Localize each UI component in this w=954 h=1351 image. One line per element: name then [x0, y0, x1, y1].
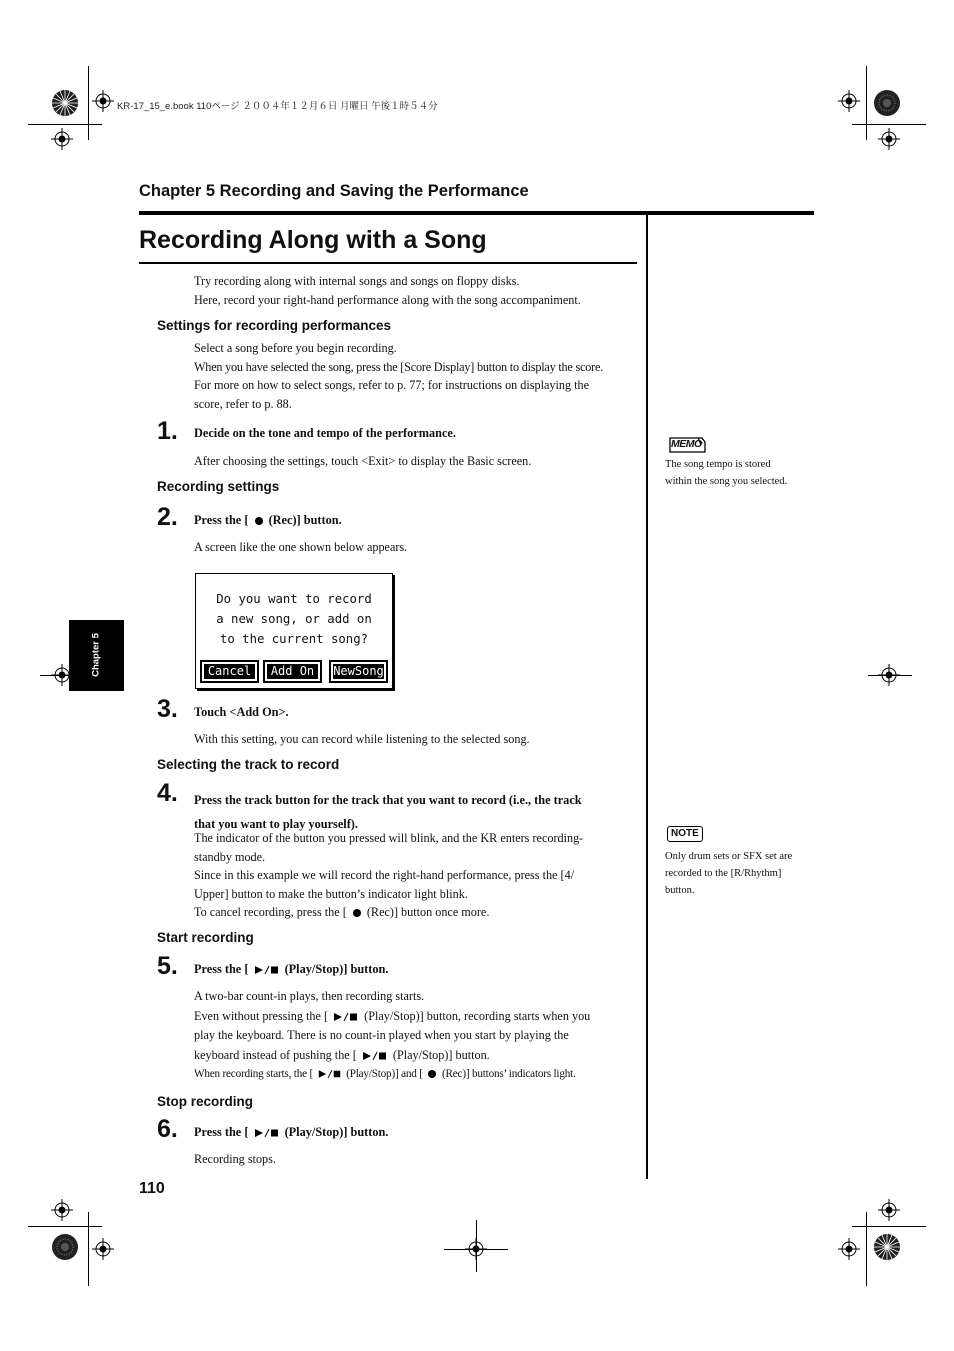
intro-text	[194, 272, 624, 309]
step-5-desc4-after: (Play/Stop)] button.	[392, 1047, 490, 1062]
intro-line: Try recording along with internal songs and songs on floppy disks.	[194, 274, 520, 288]
lcd-line: to the current song?	[219, 632, 369, 646]
step-5-text	[194, 962, 388, 977]
step-5-desc5-a: When recording starts, the [	[194, 1068, 313, 1080]
step-4-desc-line: Since in this example we will record the right-hand performance, press the [4/	[194, 868, 575, 882]
track-heading: Selecting the track to record	[157, 757, 340, 772]
settings-heading: Settings for recording performances	[157, 318, 392, 333]
step-6-text-after: (Play/Stop)] button.	[284, 1125, 389, 1139]
step-4-desc-line: Upper] button to make the button’s indicator light blink.	[194, 886, 468, 901]
play-stop-icon	[360, 1050, 390, 1062]
step-5-text-before: Press the [	[194, 962, 249, 976]
step-6-text	[194, 1125, 388, 1140]
step-5-desc-line	[194, 1065, 624, 1085]
note-badge: NOTE	[667, 826, 703, 842]
settings-line: For more on how to select songs, refer to p. 77; for instructions on displaying the	[194, 378, 590, 392]
memo-label: MEMO	[671, 438, 702, 450]
step-2-text-before: Press the [	[194, 513, 249, 527]
page-number: 110	[139, 1180, 165, 1197]
play-stop-icon	[316, 1068, 344, 1080]
step-2-number: 2.	[157, 503, 178, 531]
start-heading: Start recording	[157, 930, 254, 945]
registration-mark-icon	[465, 1238, 487, 1260]
page-title: Recording Along with a Song	[139, 226, 487, 254]
step-5-desc-line	[194, 1007, 624, 1027]
registration-mark-icon	[878, 1199, 900, 1221]
play-stop-icon	[252, 1127, 282, 1139]
lcd-message	[196, 589, 392, 649]
add-on-button-label: Add On	[266, 663, 319, 680]
column-divider	[646, 215, 648, 1179]
play-stop-icon	[331, 1011, 361, 1023]
chapter-tab	[69, 620, 124, 691]
memo-line: within the song you selected.	[665, 476, 788, 487]
registration-mark-icon	[92, 90, 114, 112]
step-5-number: 5.	[157, 952, 178, 980]
step-4-number: 4.	[157, 779, 178, 807]
stop-heading: Stop recording	[157, 1094, 254, 1109]
color-target-icon	[873, 1233, 901, 1261]
step-4-cancel-before: To cancel recording, press the [	[194, 905, 347, 919]
step-4-line: that you want to play yourself).	[194, 817, 358, 831]
step-3-number: 3.	[157, 695, 178, 723]
step-5-desc-line: play the keyboard. There is no count-in played when you start by playing the	[194, 1028, 569, 1042]
step-3-desc: With this setting, you can record while listening to the selected song.	[194, 732, 530, 746]
step-4-cancel-line	[194, 903, 624, 922]
step-2-text-after: (Rec)] button.	[268, 513, 342, 527]
new-song-button-label: NewSong	[333, 664, 384, 678]
note-line: Only drum sets or SFX set are	[665, 851, 793, 862]
registration-mark-icon	[878, 664, 900, 686]
registration-mark-icon	[878, 128, 900, 150]
step-5-desc4-before: keyboard instead of pushing the [	[194, 1047, 357, 1062]
registration-mark-icon	[838, 1238, 860, 1260]
step-4-cancel-after: (Rec)] button once more.	[366, 905, 490, 919]
registration-mark-icon	[92, 1238, 114, 1260]
step-4-desc-line: standby mode.	[194, 849, 266, 864]
registration-mark-icon	[51, 128, 73, 150]
step-4-line: Press the track button for the track that you want to record (i.e., the track	[194, 793, 582, 807]
settings-line: score, refer to p. 88.	[194, 396, 292, 411]
registration-mark-icon	[838, 90, 860, 112]
step-1-number: 1.	[157, 417, 178, 445]
title-rule	[139, 262, 637, 264]
note-text	[665, 848, 815, 899]
cancel-button-label: Cancel	[203, 663, 256, 680]
lcd-screen	[195, 573, 393, 689]
step-2-desc: A screen like the one shown below appears.	[194, 540, 408, 554]
color-target-icon	[873, 89, 901, 117]
memo-line: The song tempo is stored	[665, 459, 771, 470]
recording-settings-heading: Recording settings	[157, 479, 280, 494]
color-target-icon	[51, 1233, 79, 1261]
rec-dot-icon	[425, 1068, 439, 1080]
step-5-desc2-after: (Play/Stop)] button, recording starts when you	[364, 1008, 591, 1023]
lcd-line: Do you want to record	[216, 592, 372, 606]
step-5-text-after: (Play/Stop)] button.	[284, 962, 389, 976]
cancel-button[interactable]	[200, 660, 259, 683]
play-stop-icon	[252, 964, 282, 976]
step-4-desc-line: The indicator of the button you pressed will blink, and the KR enters recording-	[194, 831, 584, 845]
step-6-number: 6.	[157, 1115, 178, 1143]
step-1-text: Decide on the tone and tempo of the performance.	[194, 426, 456, 440]
step-5-desc5-b: (Play/Stop)] and [	[346, 1068, 423, 1080]
chapter-tab-label: Chapter 5	[90, 633, 102, 677]
step-5-desc	[194, 987, 624, 1085]
step-2-text	[194, 513, 342, 528]
memo-icon	[667, 436, 703, 452]
file-header-info: KR-17_15_e.book 110ページ ２００４年１２月６日 月曜日 午後１時５４分	[117, 101, 438, 112]
note-line: recorded to the [R/Rhythm]	[665, 868, 782, 879]
memo-text	[665, 456, 815, 490]
chapter-rule	[139, 211, 814, 215]
new-song-button[interactable]	[329, 660, 388, 683]
rec-dot-icon	[252, 515, 266, 527]
note-line: button.	[665, 885, 695, 896]
color-target-icon	[51, 89, 79, 117]
settings-text	[194, 339, 624, 413]
step-4-desc	[194, 829, 624, 922]
step-5-desc5-c: (Rec)] buttons’ indicators light.	[442, 1068, 576, 1080]
registration-mark-icon	[51, 1199, 73, 1221]
lcd-line: a new song, or add on	[216, 612, 372, 626]
add-on-button[interactable]	[263, 660, 322, 683]
chapter-heading: Chapter 5 Recording and Saving the Performance	[139, 182, 529, 200]
step-6-desc: Recording stops.	[194, 1152, 276, 1166]
settings-line: Select a song before you begin recording.	[194, 341, 397, 355]
step-1-desc: After choosing the settings, touch <Exit> to display the Basic screen.	[194, 454, 532, 468]
intro-line: Here, record your right-hand performance along with the song accompaniment.	[194, 292, 581, 307]
step-5-desc2-before: Even without pressing the [	[194, 1008, 329, 1023]
settings-line: When you have selected the song, press the [Score Display] button to display the score.	[194, 359, 604, 374]
step-3-text: Touch <Add On>.	[194, 705, 289, 719]
step-5-desc-line: A two-bar count-in plays, then recording starts.	[194, 989, 425, 1003]
step-6-text-before: Press the [	[194, 1125, 249, 1139]
step-5-desc-line	[194, 1046, 624, 1066]
rec-dot-icon	[350, 907, 364, 919]
